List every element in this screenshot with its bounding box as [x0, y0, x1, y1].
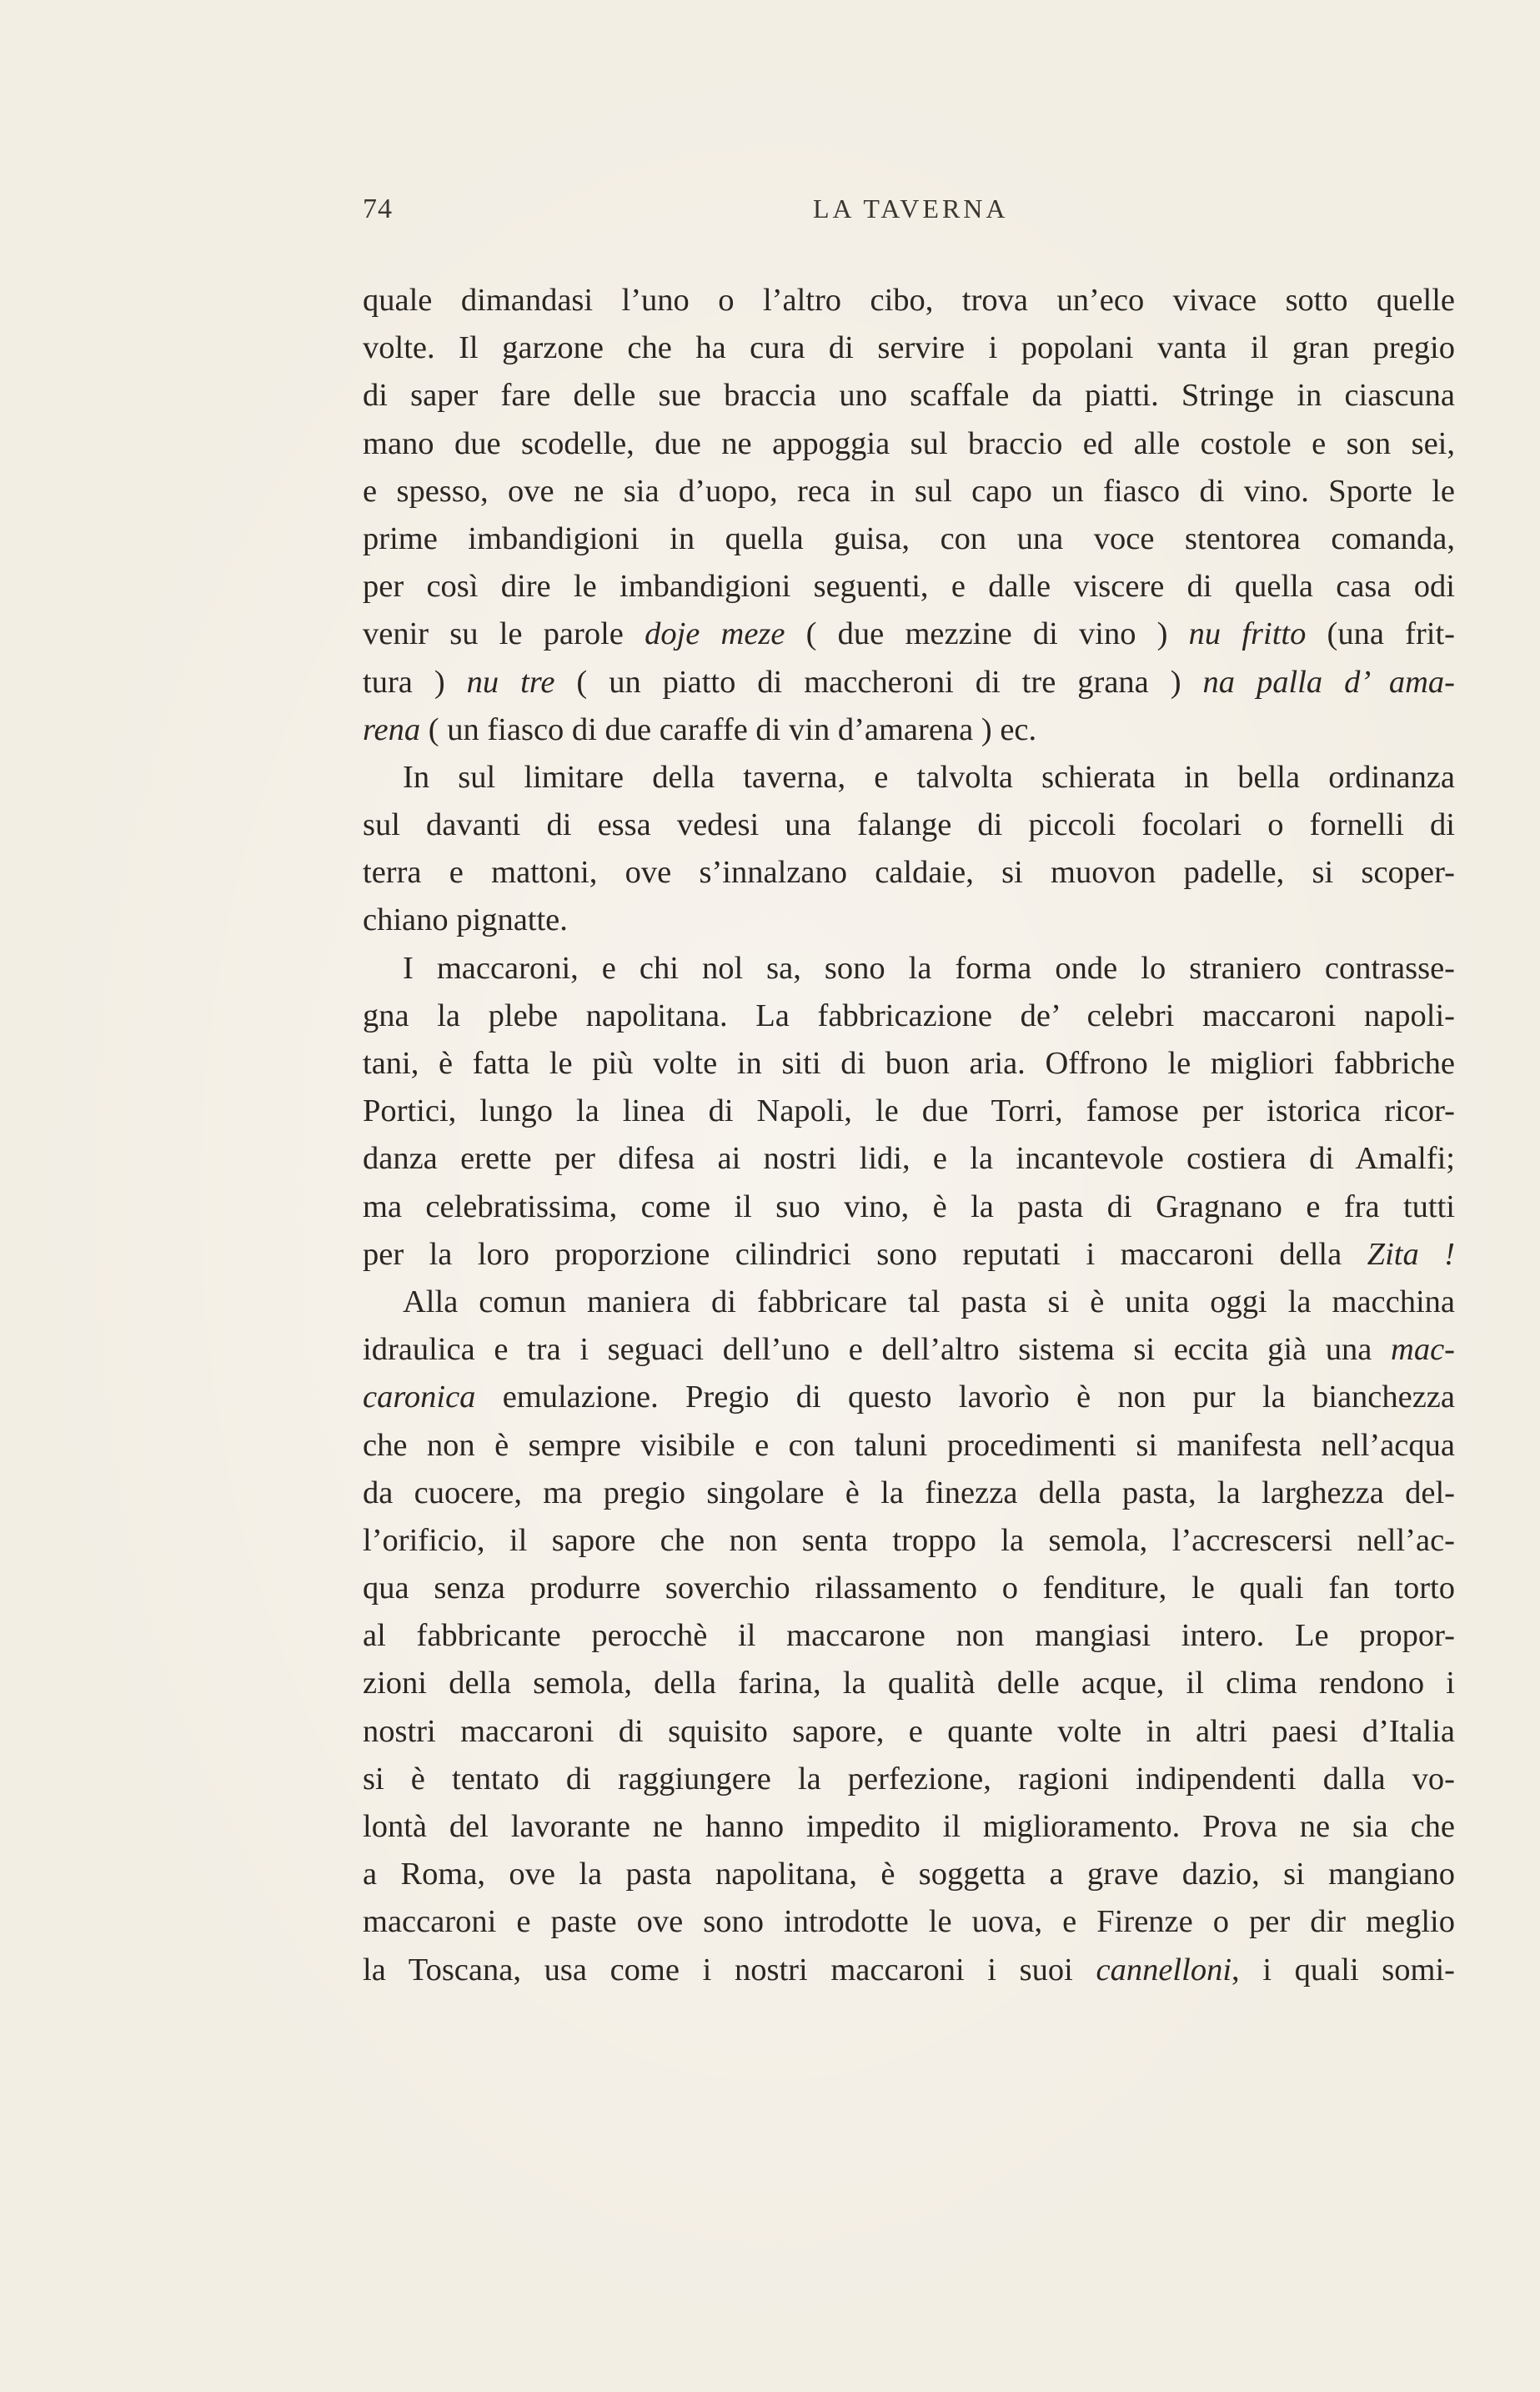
text-line: gna la plebe napolitana. La fabbricazione de’ celebri maccaroni napoli-	[363, 998, 1455, 1033]
text-line: maccaroni e paste ove sono introdotte le uova, e Firenze o per dir meglio	[363, 1904, 1455, 1940]
body-text	[363, 277, 1455, 1994]
text-line: volte. Il garzone che ha cura di servire i popolani vanta il gran pregio	[363, 330, 1455, 366]
text-line: prime imbandigioni in quella guisa, con una voce stentorea comanda,	[363, 520, 1455, 556]
text-line: l’orificio, il sapore che non senta troppo la semola, l’accrescersi nell’ac-	[363, 1522, 1455, 1558]
text-line: idraulica e tra i seguaci dell’uno e dell’altro sistema si eccita già una mac-	[363, 1332, 1455, 1368]
text-line: nostri maccaroni di squisito sapore, e quante volte in altri paesi d’Italia	[363, 1713, 1455, 1749]
text-line: a Roma, ove la pasta napolitana, è soggetta a grave dazio, si mangiano	[363, 1857, 1455, 1892]
text-line: sul davanti di essa vedesi una falange di piccoli focolari o fornelli di	[363, 807, 1455, 843]
text-line: Portici, lungo la linea di Napoli, le due Torri, famose per istorica ricor-	[363, 1093, 1455, 1129]
text-line: di saper fare delle sue braccia uno scaffale da piatti. Stringe in ciascuna	[363, 378, 1455, 414]
text-line: rena ( un fiasco di due caraffe di vin d’amarena ) ec.	[363, 711, 1037, 747]
text-line: danza erette per difesa ai nostri lidi, e la incantevole costiera di Amalfi;	[363, 1141, 1455, 1177]
text-line: tura ) nu tre ( un piatto di maccheroni di tre grana ) na palla d’ ama-	[363, 664, 1455, 700]
text-line: per la loro proporzione cilindrici sono reputati i maccaroni della Zita !	[363, 1236, 1455, 1272]
running-title: LA TAVERNA	[813, 193, 1009, 224]
text-line: chiano pignatte.	[363, 902, 568, 938]
text-line: zioni della semola, della farina, la qualità delle acque, il clima rendono i	[363, 1666, 1455, 1701]
text-line: si è tentato di raggiungere la perfezione, ragioni indipendenti dalla vo-	[363, 1761, 1455, 1797]
page-header	[363, 193, 1455, 244]
text-line: al fabbricante perocchè il maccarone non mangiasi intero. Le propor-	[363, 1618, 1455, 1654]
text-line: mano due scodelle, due ne appoggia sul braccio ed alle costole e son sei,	[363, 425, 1455, 461]
text-line: tani, è fatta le più volte in siti di buon aria. Offrono le migliori fabbriche	[363, 1046, 1455, 1081]
text-line: terra e mattoni, ove s’innalzano caldaie, si muovon padelle, si scoper-	[363, 855, 1455, 891]
text-line: Alla comun maniera di fabbricare tal pasta si è unita oggi la macchina	[403, 1284, 1455, 1319]
text-line: I maccaroni, e chi nol sa, sono la forma onde lo straniero contrasse-	[403, 950, 1455, 986]
text-line: In sul limitare della taverna, e talvolta schierata in bella ordinanza	[403, 759, 1455, 795]
text-line: caronica emulazione. Pregio di questo lavorìo è non pur la bianchezza	[363, 1379, 1455, 1415]
text-line: quale dimandasi l’uno o l’altro cibo, trova un’eco vivace sotto quelle	[363, 283, 1455, 318]
text-line: venir su le parole doje meze ( due mezzine di vino ) nu fritto (una frit-	[363, 616, 1455, 652]
text-line: ma celebratissima, come il suo vino, è la pasta di Gragnano e fra tutti	[363, 1188, 1455, 1224]
text-line: da cuocere, ma pregio singolare è la finezza della pasta, la larghezza del-	[363, 1475, 1455, 1510]
page-number: 74	[363, 193, 393, 224]
text-line: e spesso, ove ne sia d’uopo, reca in sul capo un fiasco di vino. Sporte le	[363, 473, 1455, 509]
text-line: la Toscana, usa come i nostri maccaroni i suoi cannelloni, i quali somi-	[363, 1952, 1456, 1987]
text-line: lontà del lavorante ne hanno impedito il miglioramento. Prova ne sia che	[363, 1809, 1455, 1844]
text-line: qua senza produrre soverchio rilassamento o fenditure, le quali fan torto	[363, 1570, 1455, 1606]
text-line: che non è sempre visibile e con taluni procedimenti si manifesta nell’acqua	[363, 1427, 1455, 1463]
text-line: per così dire le imbandigioni seguenti, e dalle viscere di quella casa odi	[363, 569, 1455, 605]
